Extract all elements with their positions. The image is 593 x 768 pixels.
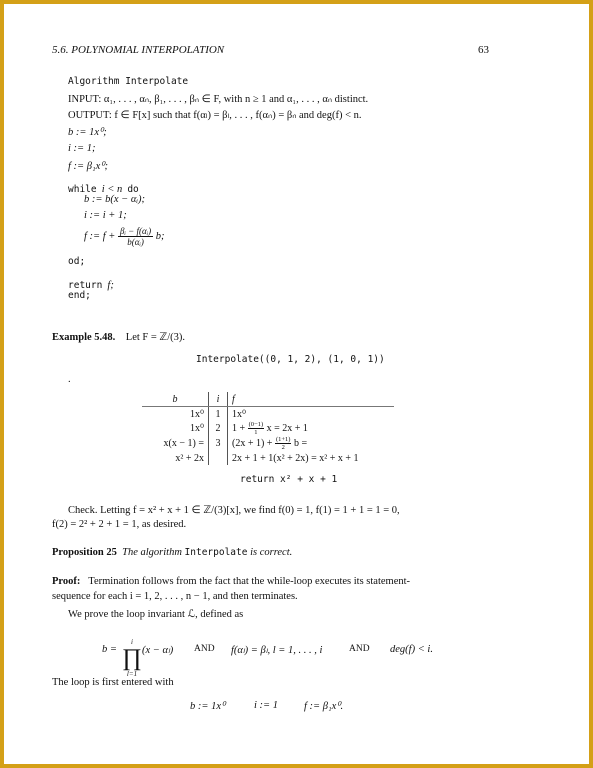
product-lower-limit: l=1 [126,670,138,678]
algorithm-output: OUTPUT: f ∈ F[x] such that f(αₗ) = βₗ, . . . , f(αₙ) = βₙ and deg(f) < n. [68,110,362,121]
algo-line-f-init: f := β₁x⁰; [68,161,108,172]
return-keyword: return [68,280,103,291]
table-cell-i: 2 [209,421,228,436]
example-heading [52,331,185,343]
algorithm-input: INPUT: α₁, . . . , αₙ, β₁, . . . , βₙ ∈ F, with n ≥ 1 and α₁, . . . , αₙ distinct. [68,94,369,105]
f-update-denominator: b(αᵢ) [127,237,144,247]
cell-f-fraction [275,436,292,451]
cell-f-denominator: 1 [254,429,258,436]
page [4,4,589,764]
algorithm-title: Algorithm Interpolate [68,76,189,87]
example-trace-table [142,392,394,465]
invariant-and-1: AND [194,644,215,654]
table-cell-i: 3 [209,436,228,451]
algo-line-f-update [84,226,165,247]
algo-line-i-init: i := 1; [68,143,96,154]
init-b: b := 1x⁰ [190,701,226,712]
algo-line-i-update: i := i + 1; [84,210,127,221]
proof-line-3: We prove the loop invariant ℒ, defined as [68,609,244,620]
while-keyword: while [68,184,97,195]
proof-line-4: The loop is first entered with [52,677,174,688]
table-row [142,407,394,422]
table-cell-f [228,436,395,451]
table-row [142,451,394,465]
while-condition: i < n [101,184,123,195]
cell-f-denominator: 2 [281,444,285,451]
example-label: Example 5.48. [52,332,116,343]
table-header-row [142,392,394,407]
cell-f-pre: (2x + 1) + [232,437,273,449]
cell-f-fraction [248,421,265,436]
proof-text-1: Termination follows from the fact that the while-loop executes its statement- [88,576,411,587]
proposition-label: Proposition 25 [52,547,117,558]
do-keyword: do [127,184,139,195]
table-cell-f: 2x + 1 + 1(x² + 2x) = x² + x + 1 [228,451,395,465]
proof-line-2: sequence for each i = 1, 2, . . . , n − 1, and then terminates. [52,591,298,602]
table-cell-i [209,451,228,465]
table-header-f: f [228,392,395,407]
example-return-line [240,474,337,485]
invariant-factor: (x − αₗ) [142,645,174,656]
f-update-fraction [118,226,153,247]
proposition-text-pre: The algorithm [122,547,182,558]
table-row [142,436,394,451]
example-dot: . [68,374,71,385]
check-line-1: Check. Letting f = x² + x + 1 ∈ ℤ/(3)[x], we find f(0) = 1, f(1) = 1 + 1 = 1 = 0, [68,505,400,516]
init-i: i := 1 [254,700,278,711]
page-number: 63 [478,44,489,56]
cell-f-post: x = 2x + 1 [266,422,308,434]
f-update-rhs: b; [155,230,165,242]
invariant-middle: f(αₗ) = βₗ, l = 1, . . . , i [231,645,323,656]
return-value: f; [107,280,114,291]
example-text: Let F = ℤ/(3). [125,332,186,343]
table-cell-b: 1x⁰ [189,408,204,420]
table-cell-b: x(x − 1) = [163,438,204,449]
f-update-numerator: βᵢ − f(αᵢ) [120,226,152,236]
table-header-i: i [209,392,228,407]
cell-f-pre: 1 + [232,422,246,434]
table-row [142,421,394,436]
algo-line-b-update: b := b(x − αᵢ); [84,194,145,205]
cell-f-post: b = [293,437,308,449]
product-upper-limit: i [131,638,133,646]
example-return: return x² + x + 1 [240,474,338,485]
table-cell-b: x² + 2x [175,452,204,464]
proposition-text-post: is correct. [250,547,293,558]
invariant-and-2: AND [349,644,370,654]
proposition-statement [52,547,292,558]
table-cell-i: 1 [209,407,228,422]
example-call: Interpolate((0, 1, 2), (1, 0, 1)) [196,354,385,365]
invariant-right: deg(f) < i. [390,644,433,655]
table-cell-f: 1x⁰ [228,407,395,422]
check-line-2: f(2) = 2² + 2 + 1 = 1, as desired. [52,519,187,530]
cell-f-numerator: (1+1) [275,436,291,443]
table-cell-b: 1x⁰ [189,423,204,434]
running-header-section: 5.6. POLYNOMIAL INTERPOLATION [52,44,225,56]
table-header-b: b [142,392,209,407]
table-cell-f [228,421,395,436]
algo-od: od; [68,256,86,267]
product-operator [120,638,144,678]
algo-line-b-init: b := 1x⁰; [68,127,107,138]
product-symbol: ∏ [122,645,142,671]
proof-line-1 [52,576,410,587]
algo-end: end; [68,290,91,301]
proposition-algorithm-name: Interpolate [184,547,248,558]
init-f: f := β₁x⁰. [304,701,344,712]
f-update-lhs: f := f + [84,230,116,242]
proof-label: Proof: [52,576,81,587]
invariant-lhs: b = [102,644,117,655]
cell-f-numerator: (0−1) [248,421,264,428]
